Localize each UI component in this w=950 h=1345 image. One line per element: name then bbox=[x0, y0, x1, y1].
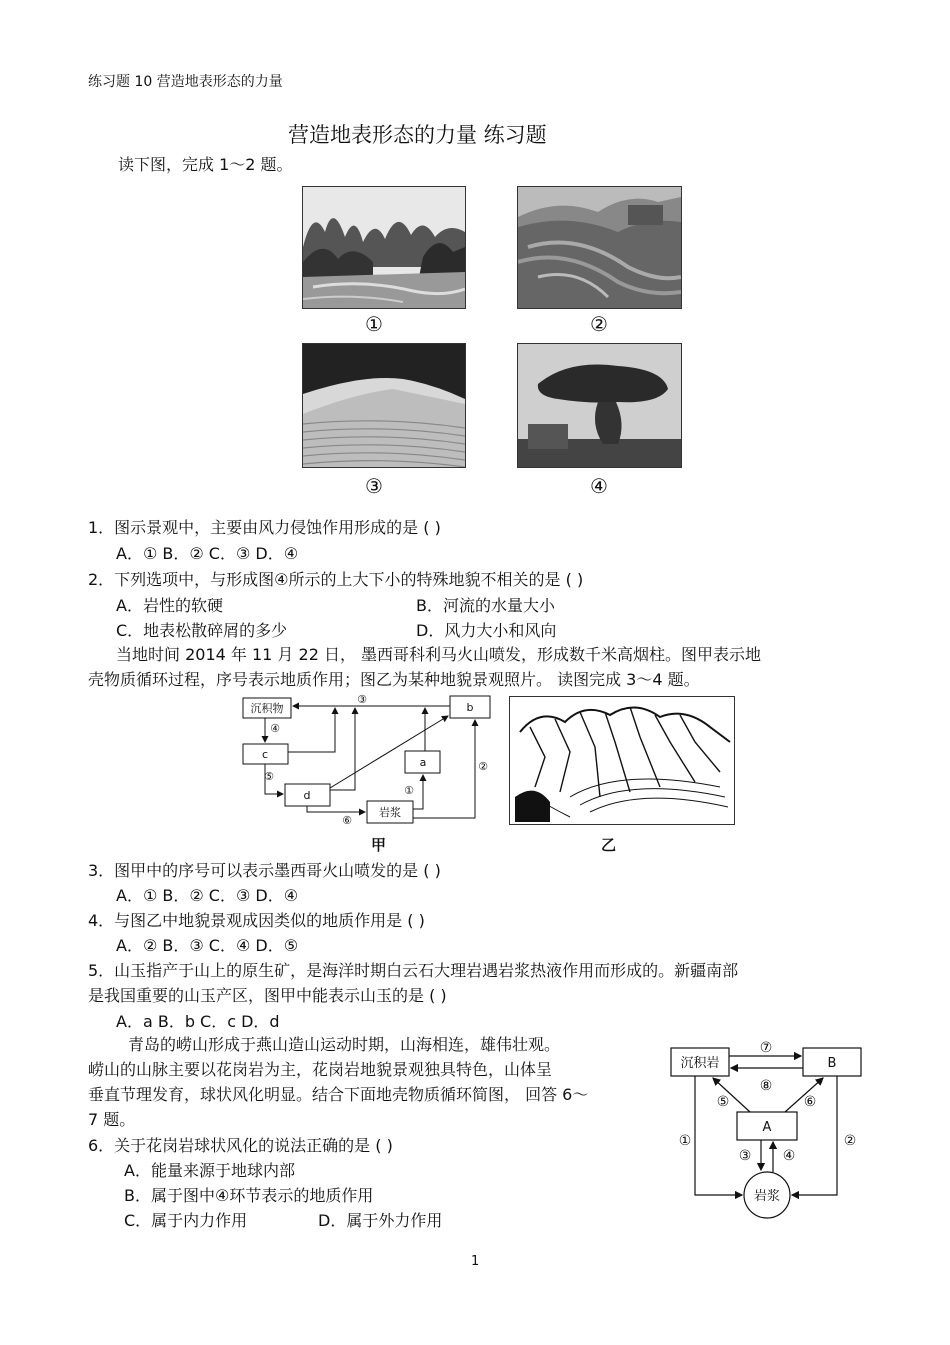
passage-3-line-2: 崂山的山脉主要以花岗岩为主，花岗岩地貌景观独具特色，山体呈 bbox=[88, 1060, 553, 1079]
question-3-options: A．① B．② C．③ D．④ bbox=[116, 886, 299, 905]
label-magma-2: 岩浆 bbox=[753, 1189, 781, 1204]
marker2-1: ① bbox=[678, 1133, 692, 1149]
marker-6: ⑥ bbox=[342, 814, 352, 827]
question-2-option-b: B．河流的水量大小 bbox=[416, 596, 555, 615]
photo-karst bbox=[302, 186, 466, 309]
question-3-stem: 3．图甲中的序号可以表示墨西哥火山喷发的是 ( ) bbox=[88, 861, 441, 880]
passage-2-line-2: 壳物质循环过程，序号表示地质作用；图乙为某种地貌景观照片。 读图完成 3～4 题。 bbox=[88, 670, 700, 689]
question-5-options: A．a B．b C．c D．d bbox=[116, 1012, 280, 1031]
label-B: B bbox=[827, 1056, 837, 1071]
photo-label-2: ② bbox=[590, 312, 608, 336]
photo-sand-dunes bbox=[302, 343, 466, 468]
question-5-line-2: 是我国重要的山玉产区，图甲中能表示山玉的是 ( ) bbox=[88, 986, 447, 1005]
question-6-option-b: B．属于图中④环节表示的地质作用 bbox=[124, 1186, 374, 1205]
marker2-3: ③ bbox=[738, 1148, 752, 1164]
label-sediment: 沉积物 bbox=[250, 702, 284, 715]
passage-3-line-3: 垂直节理发育，球状风化明显。结合下面地壳物质循环简图， 回答 6～ bbox=[88, 1085, 589, 1104]
question-6-option-d: D．属于外力作用 bbox=[318, 1211, 443, 1230]
intro-text: 读下图，完成 1～2 题。 bbox=[118, 155, 293, 174]
marker2-6: ⑥ bbox=[803, 1094, 817, 1110]
question-6-option-c: C．属于内力作用 bbox=[124, 1211, 248, 1230]
label-a: a bbox=[419, 756, 427, 769]
marker-2: ② bbox=[478, 760, 488, 773]
question-2-option-c: C．地表松散碎屑的多少 bbox=[116, 621, 288, 640]
rock-cycle-diagram-jia bbox=[235, 694, 505, 829]
figure-caption-jia: 甲 bbox=[371, 836, 387, 854]
marker2-2: ② bbox=[843, 1133, 857, 1149]
passage-3-line-4: 7 题。 bbox=[88, 1110, 136, 1129]
question-1-stem: 1．图示景观中，主要由风力侵蚀作用形成的是 ( ) bbox=[88, 518, 441, 537]
page-number: 1 bbox=[471, 1254, 480, 1269]
page-header: 练习题 10 营造地表形态的力量 bbox=[88, 74, 283, 90]
marker2-4: ④ bbox=[782, 1148, 796, 1164]
page-title: 营造地表形态的力量 练习题 bbox=[288, 123, 547, 147]
label-b: b bbox=[466, 701, 474, 714]
label-c: c bbox=[261, 748, 269, 761]
marker2-8: ⑧ bbox=[759, 1078, 773, 1094]
question-2-option-a: A．岩性的软硬 bbox=[116, 596, 223, 615]
marker2-5: ⑤ bbox=[716, 1094, 730, 1110]
question-6-stem: 6．关于花岗岩球状风化的说法正确的是 ( ) bbox=[88, 1136, 393, 1155]
question-6-option-a: A．能量来源于地球内部 bbox=[124, 1161, 295, 1180]
photo-label-3: ③ bbox=[365, 474, 383, 498]
photo-layered-rock bbox=[517, 186, 682, 309]
question-4-stem: 4．与图乙中地貌景观成因类似的地质作用是 ( ) bbox=[88, 911, 425, 930]
sketch-landform-yi bbox=[509, 696, 735, 825]
rock-cycle-diagram-2 bbox=[665, 1040, 865, 1220]
label-A: A bbox=[762, 1120, 772, 1135]
marker2-7: ⑦ bbox=[759, 1040, 773, 1056]
marker-1: ① bbox=[404, 784, 414, 797]
question-2-option-d: D．风力大小和风向 bbox=[416, 621, 557, 640]
passage-3-line-1: 青岛的崂山形成于燕山造山运动时期，山海相连，雄伟壮观。 bbox=[128, 1035, 561, 1054]
photo-mushroom-rock bbox=[517, 343, 682, 468]
label-d: d bbox=[303, 789, 311, 802]
marker-3: ③ bbox=[357, 694, 367, 706]
question-5-line-1: 5．山玉指产于山上的原生矿，是海洋时期白云石大理岩遇岩浆热液作用而形成的。新疆南部 bbox=[88, 961, 739, 980]
photo-label-4: ④ bbox=[590, 474, 608, 498]
question-4-options: A．② B．③ C．④ D．⑤ bbox=[116, 936, 299, 955]
question-1-options: A．① B．② C．③ D．④ bbox=[116, 544, 299, 563]
marker-4: ④ bbox=[270, 722, 280, 735]
figure-caption-yi: 乙 bbox=[601, 836, 617, 854]
label-sedimentary-rock: 沉积岩 bbox=[680, 1056, 720, 1071]
label-magma: 岩浆 bbox=[379, 806, 401, 819]
question-2-stem: 2．下列选项中，与形成图④所示的上大下小的特殊地貌不相关的是 ( ) bbox=[88, 570, 584, 589]
passage-2-line-1: 当地时间 2014 年 11 月 22 日， 墨西哥科利马火山喷发，形成数千米高烟柱。图甲表示地 bbox=[116, 645, 762, 664]
photo-label-1: ① bbox=[365, 312, 383, 336]
marker-5: ⑤ bbox=[264, 770, 274, 783]
